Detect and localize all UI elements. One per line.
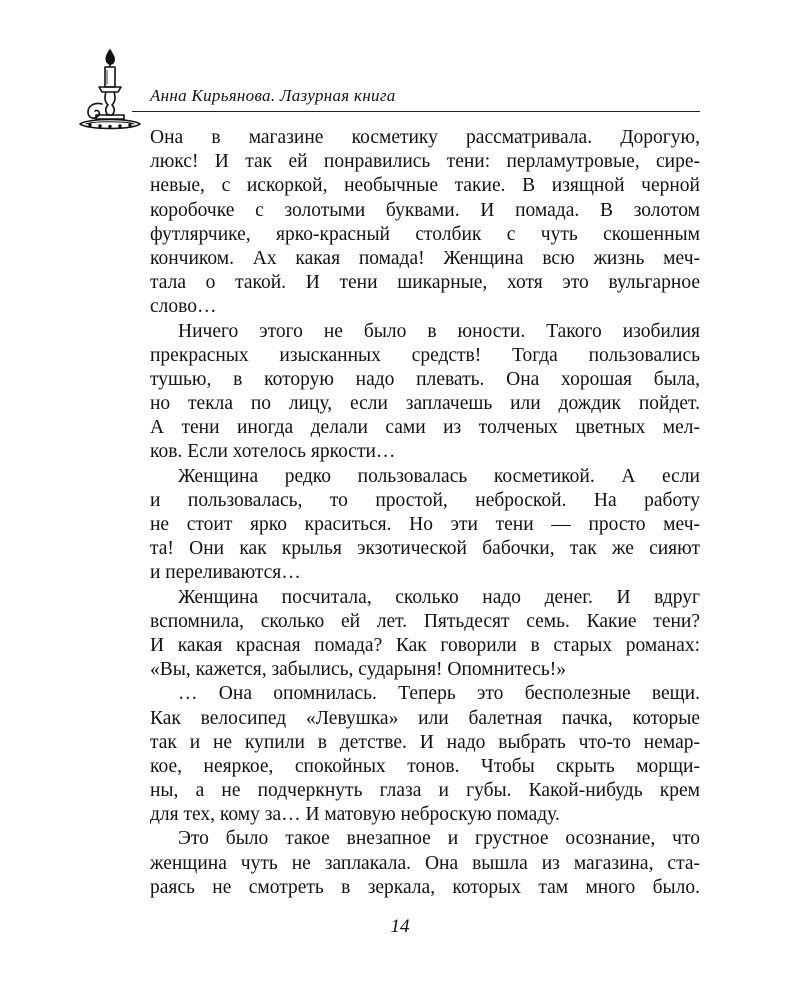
text-line: кое, неяркое, спокойных тонов. Чтобы скрыть морщи- [150, 755, 700, 777]
text-line: вспомнила, сколько ей лет. Пятьдесят семь. Какие тени? [150, 610, 700, 632]
text-line: и переливаются… [150, 562, 301, 584]
body-text [150, 126, 700, 900]
candlestick-icon [74, 46, 154, 136]
text-line: Как велосипед «Левушка» или балетная пачка, которые [150, 707, 700, 729]
text-line: Она в магазине косметику рассматривала. Дорогую, [150, 127, 700, 148]
header-rule [132, 111, 700, 112]
text-line: но текла по лицу, если заплачешь или дождик пойдет. [150, 393, 700, 415]
text-line: И какая красная помада? Как говорили в старых романах: [150, 634, 700, 656]
text-line: … Она опомнилась. Теперь это бесполезные вещи. [178, 683, 700, 705]
text-line: тушью, в которую надо плевать. Она хорошая была, [150, 368, 700, 390]
text-line: Женщина редко пользовалась косметикой. А если [178, 465, 700, 487]
text-line: та! Они как крылья экзотической бабочки, так же сияют [150, 538, 700, 560]
text-line: для тех, кому за… И матовую неброскую помаду. [150, 804, 560, 826]
text-line: раясь не смотреть в зеркала, которых там много было. [150, 876, 700, 898]
text-line: кончиком. Ах какая помада! Женщина всю жизнь меч- [150, 247, 700, 269]
text-line: не стоит ярко краситься. Но эти тени — просто меч- [150, 514, 700, 535]
text-line: А тени иногда делали сами из толченых цветных мел- [150, 417, 700, 439]
text-line: коробочке с золотыми буквами. И помада. В золотом [150, 199, 700, 221]
text-line: тала о такой. И тени шикарные, хотя это вульгарное [150, 272, 700, 294]
text-line: «Вы, кажется, забылись, сударыня! Опомнитесь!» [150, 659, 566, 681]
text-line: ны, а не подчеркнуть глаза и губы. Какой-нибудь крем [150, 780, 700, 802]
text-line: слово… [150, 296, 217, 318]
page-number: 14 [390, 916, 410, 937]
text-line: женщина чуть не заплакала. Она вышла из магазина, ста- [150, 852, 700, 874]
text-line: футлярчике, ярко-красный столбик с чуть скошенным [150, 223, 700, 245]
text-line: Ничего этого не было в юности. Такого изобилия [178, 320, 700, 342]
text-line: Это было такое внезапное и грустное осознание, что [178, 828, 700, 850]
running-head: Анна Кирьянова. Лазурная книга [150, 86, 396, 105]
text-line: прекрасных изысканных средств! Тогда пользовались [150, 344, 700, 366]
text-line: ков. Если хотелось яркости… [150, 441, 396, 463]
text-line: и пользовалась, то простой, неброской. На работу [150, 489, 700, 511]
text-line: Женщина посчитала, сколько надо денег. И вдруг [178, 586, 700, 608]
text-line: люкс! И так ей понравились тени: перламутровые, сире- [150, 151, 700, 173]
text-line: невые, с искоркой, необычные такие. В изящной черной [150, 175, 700, 197]
text-line: так и не купили в детстве. И надо выбрать что-то немар- [150, 731, 700, 753]
